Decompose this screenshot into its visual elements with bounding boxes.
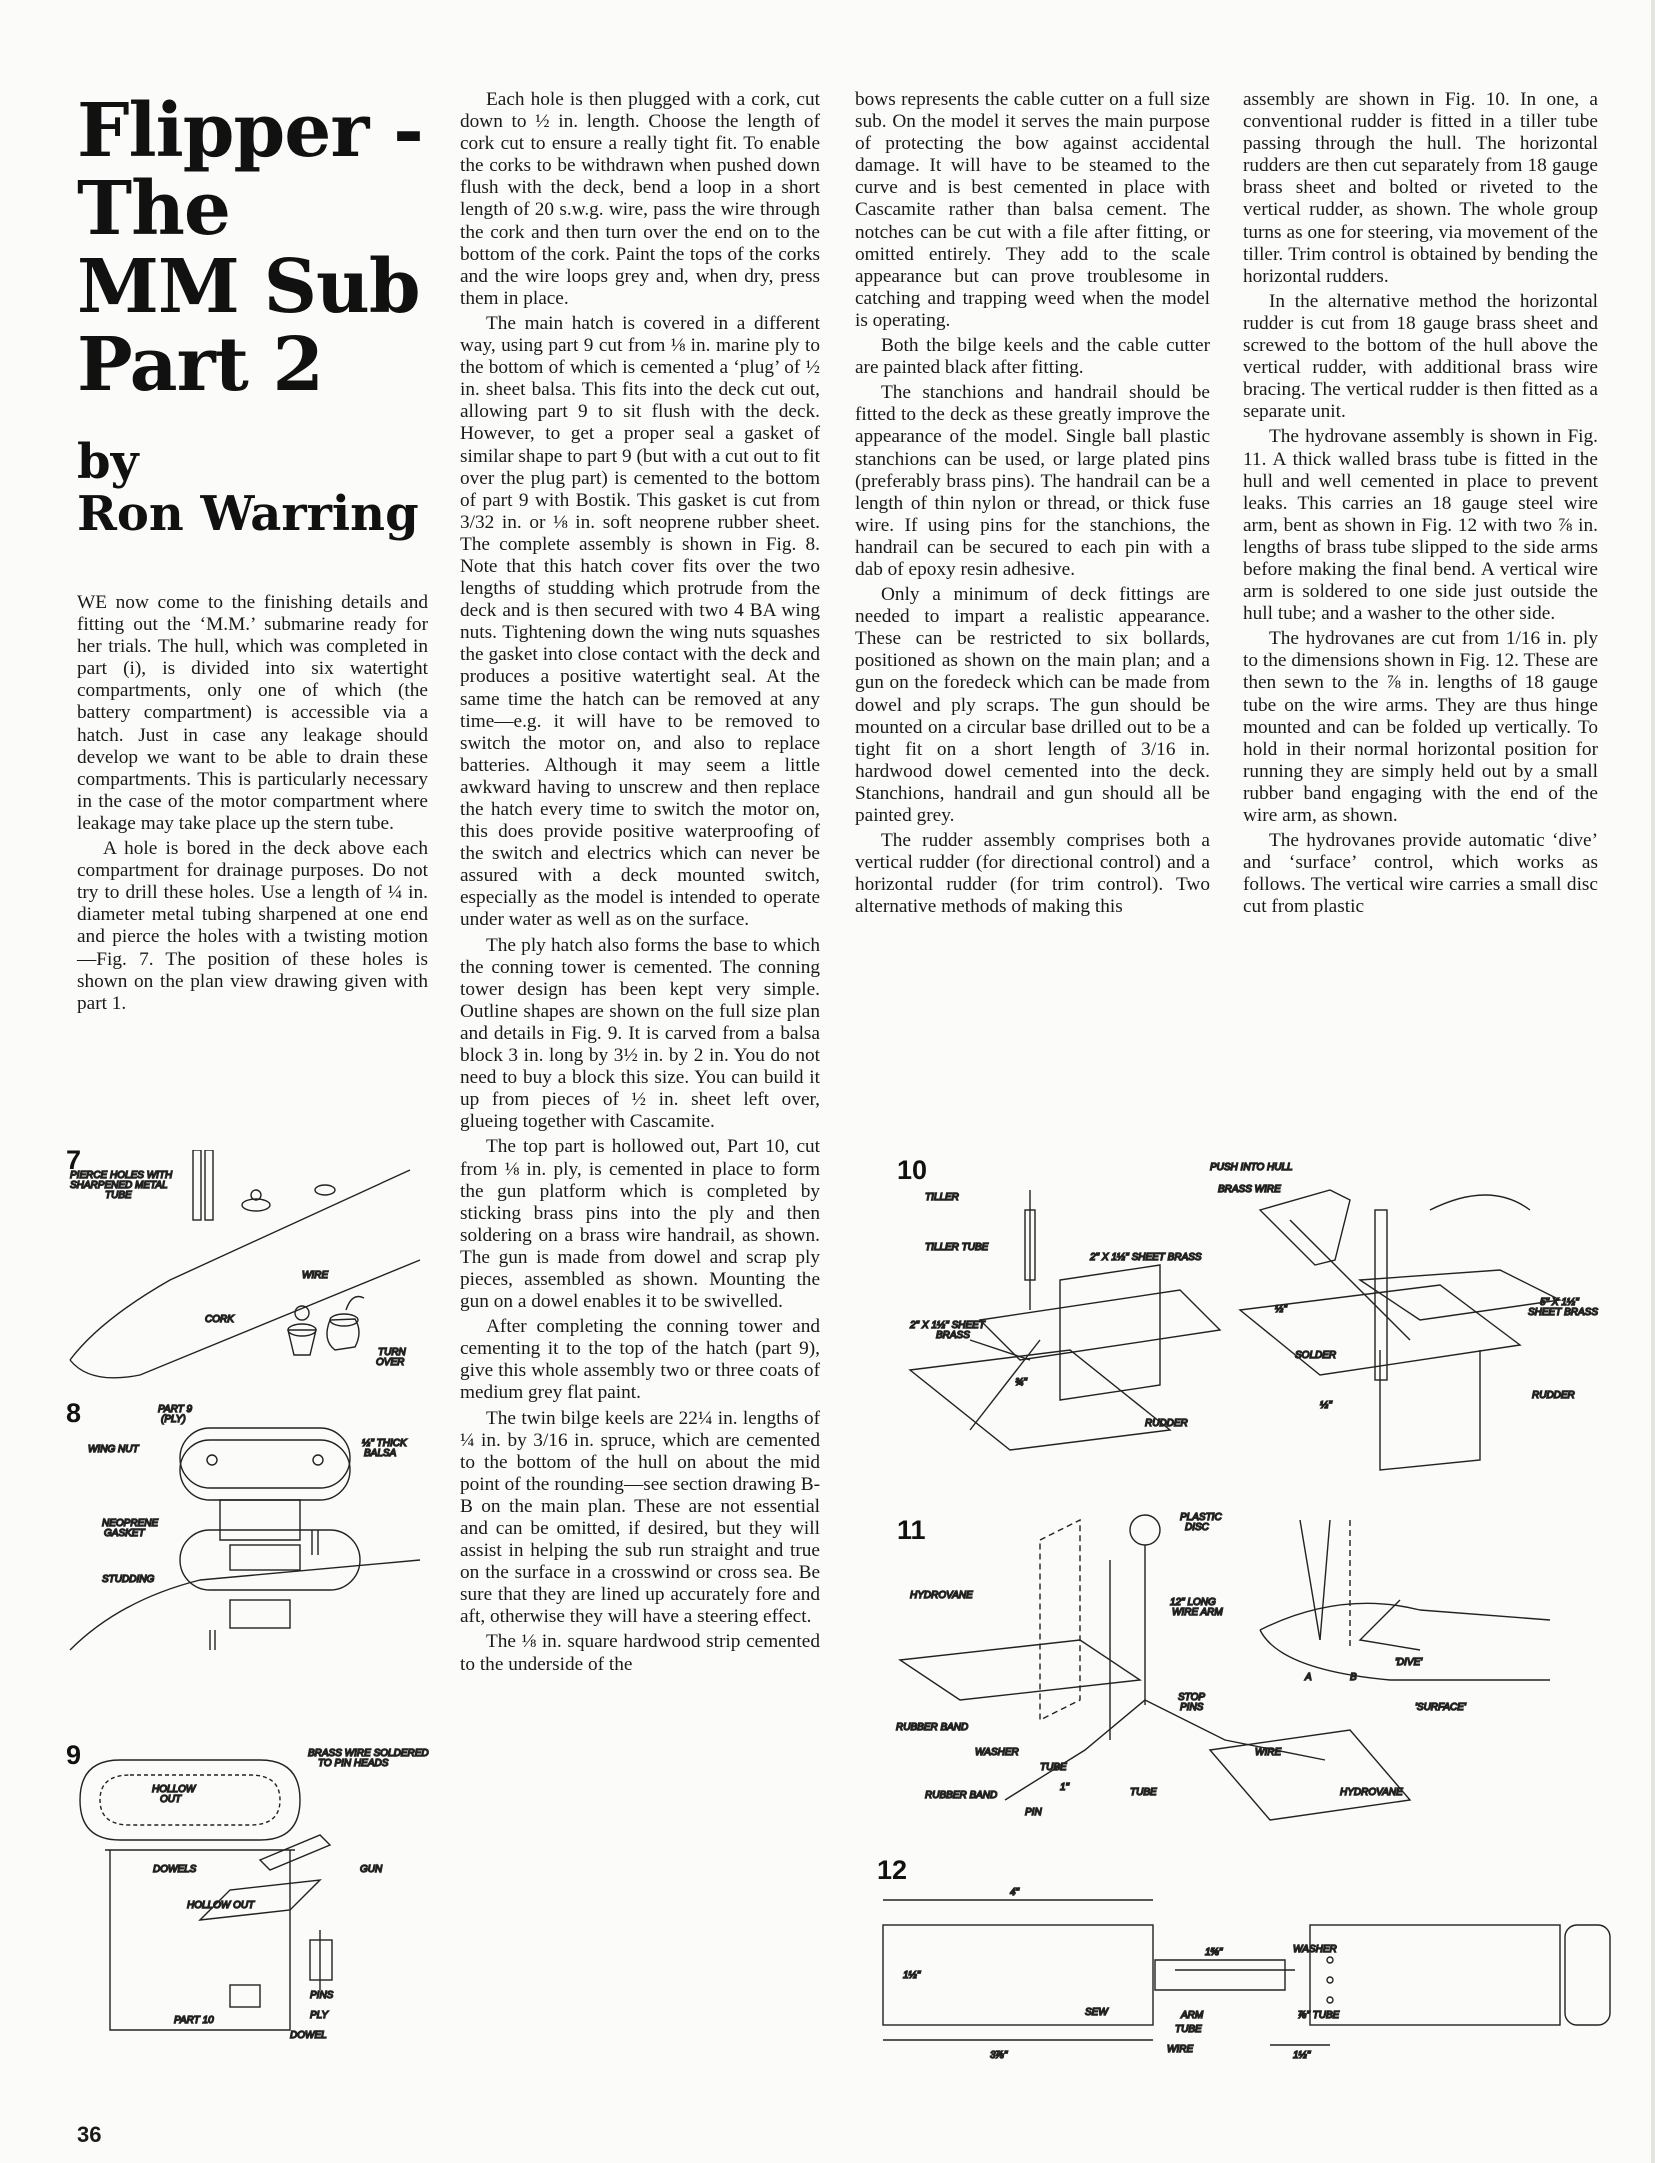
fig9-label: DOWELS xyxy=(153,1864,197,1875)
svg-text:WIRE ARM xyxy=(1172,1607,1223,1618)
svg-text:1" xyxy=(1060,1782,1070,1793)
fig9-label: TO PIN HEADS xyxy=(318,1758,389,1769)
svg-text:PART 10 xyxy=(174,2015,214,2026)
text-column-4 xyxy=(1243,89,1598,921)
svg-text:'SURFACE' xyxy=(1415,1702,1467,1713)
svg-text:RUDDER xyxy=(1532,1390,1575,1401)
paragraph: After completing the conning tower and cementing it to the top of the hatch (part 9), give this whole assembly two or three coats of medium grey flat paint. xyxy=(460,1316,820,1404)
fig10-label: PUSH INTO HULL xyxy=(1210,1162,1293,1173)
svg-text:TUBE xyxy=(1130,1787,1157,1798)
svg-text:PINS xyxy=(1180,1702,1204,1713)
figure-8-hatch-assembly xyxy=(60,1400,430,1670)
fig7-label: CORK xyxy=(205,1314,234,1325)
fig11-label: HYDROVANE xyxy=(1340,1787,1403,1798)
paragraph: In the alternative method the horizontal rudder is cut from 18 gauge brass sheet and screwed to the bottom of the hull above the vertical rudder, with additional brass wire bracing. The vertical rudder is then fitted as a separate unit. xyxy=(1243,290,1598,423)
fig8-label: (PLY) xyxy=(161,1414,186,1425)
paragraph: Both the bilge keels and the cable cutter are painted black after fitting. xyxy=(855,335,1210,379)
fig8-number: 8 xyxy=(66,1398,82,1428)
svg-text:1⅝" xyxy=(1205,1947,1223,1958)
fig7-number: 7 xyxy=(66,1145,82,1175)
fig12-label: WIRE xyxy=(1167,2044,1194,2055)
fig12-label: 1⅝" xyxy=(1205,1947,1223,1958)
fig12-label: TUBE xyxy=(1175,2024,1202,2035)
svg-text:'DIVE' xyxy=(1395,1657,1423,1668)
svg-text:CORK xyxy=(205,1314,235,1325)
svg-text:WIRE xyxy=(302,1270,328,1281)
fig11-label: PIN xyxy=(1025,1807,1042,1818)
fig9-label: PINS xyxy=(310,1990,334,2001)
fig10-label: 2" X 1½" SHEET BRASS xyxy=(1090,1252,1202,1263)
svg-text:DOWELS xyxy=(153,1864,197,1875)
svg-text:GASKET xyxy=(104,1528,145,1539)
text-column-3 xyxy=(855,89,1210,921)
fig9-label: GUN xyxy=(360,1864,383,1875)
svg-text:SEW xyxy=(1085,2007,1109,2018)
svg-text:TUBE xyxy=(1175,2024,1202,2035)
fig10-label: RUDDER xyxy=(1145,1418,1188,1429)
fig10-label: TILLER xyxy=(925,1192,959,1203)
svg-text:HOLLOW OUT xyxy=(187,1900,255,1911)
svg-text:WIRE xyxy=(1167,2044,1193,2055)
svg-text:ARM xyxy=(1180,2010,1204,2021)
fig8-label: ½" THICK xyxy=(362,1438,407,1449)
paragraph: Each hole is then plugged with a cork, cut down to ½ in. length. Choose the length of cork cut to ensure a really tight fit. To enable the corks to be withdrawn when pushed down flush with the deck, bend a loop in a short length of 20 s.w.g. wire, pass the wire through the cork and then turn over the end on to the bottom of the cork. Paint the tops of the corks and the wire loops grey and, when dry, press them in place. xyxy=(460,89,820,309)
fig11-label: STOP xyxy=(1178,1692,1206,1703)
svg-text:1½" xyxy=(903,1970,921,1981)
paragraph: The main hatch is covered in a different way, using part 9 cut from ⅛ in. marine ply to the bottom of which is cemented a ‘plug’ of ½ in. sheet balsa. This fits into the deck cut out, allowing part 9 to sit flush with the deck. However, to get a proper seal a gasket of similar shape to part 9 (but with a cut out to fit over the plug part) is cemented to the bottom of part 9 with Bostik. This gasket is cut from 3/32 in. or ⅛ in. soft neoprene rubber sheet. The complete assembly is shown in Fig. 8. Note that this hatch cover fits over the two lengths of studding which protrude from the deck and is then secured with two 4 BA wing nuts. Tightening down the wing nuts squashes the gasket into close contact with the deck and produces a positive watertight seal. At the same time the hatch can be removed at any time—e.g. it will have to be removed to switch the motor on, and also to replace batteries. Although it may seem a little awkward having to unscrew and then replace the hatch every time to switch the motor on, this does provide positive waterproofing of the switch and electrics which can never be assured with a deck mounted switch, especially as the model is intended to operate under water as well as on the surface. xyxy=(460,312,820,931)
svg-text:HYDROVANE xyxy=(910,1590,973,1601)
fig10-label: ½" xyxy=(1275,1304,1287,1315)
fig11-label: 'DIVE' xyxy=(1395,1657,1423,1668)
fig8-label: GASKET xyxy=(104,1528,145,1539)
figure-10-rudder-assembly xyxy=(880,1150,1620,1480)
fig11-label: 1" xyxy=(1060,1782,1070,1793)
fig8-label: STUDDING xyxy=(102,1574,155,1585)
paragraph: The hydrovanes are cut from 1/16 in. ply to the dimensions shown in Fig. 12. These are then sewn to the ⅞ in. lengths of 18 gauge tube on the wire arms. They are thus hinge mounted and can be folded up vertically. To hold in their normal horizontal position for running they are simply held out by a small rubber band engaging with the end of the wire arm, as shown. xyxy=(1243,628,1598,826)
svg-text:TUBE xyxy=(1040,1762,1067,1773)
fig10-label: SOLDER xyxy=(1295,1350,1337,1361)
fig11-label: RUBBER BAND xyxy=(925,1790,998,1801)
svg-text:PUSH INTO HULL xyxy=(1210,1162,1293,1173)
fig7-label: WIRE xyxy=(302,1270,329,1281)
page-edge-shadow xyxy=(1651,0,1655,2163)
fig12-label: SEW xyxy=(1085,2007,1108,2018)
fig10-label: BRASS xyxy=(936,1330,970,1341)
fig12-label: 1½" xyxy=(903,1970,921,1981)
paragraph: Only a minimum of deck fittings are needed to impart a realistic appearance. These can be restricted to six bollards, positioned as shown on the main plan; and a gun on the foredeck which can be made from dowel and ply scraps. The gun should be mounted on a circular base drilled out to be a tight fit on a short length of 3/16 in. hardwood dowel cemented into the deck. Stanchions, handrail and gun should all be painted grey. xyxy=(855,584,1210,826)
svg-text:SOLDER xyxy=(1295,1350,1336,1361)
fig11-label: TUBE xyxy=(1130,1787,1157,1798)
paragraph: The rudder assembly comprises both a vertical rudder (for directional control) and a horizontal rudder (for trim control). Two alternative methods of making this xyxy=(855,830,1210,918)
svg-text:WASHER xyxy=(975,1747,1019,1758)
svg-text:3⅞" xyxy=(990,2050,1008,2061)
svg-text:TILLER TUBE xyxy=(925,1242,989,1253)
fig8-label: WING NUT xyxy=(88,1444,139,1455)
text-column-1 xyxy=(77,592,428,1018)
fig9-label: DOWEL xyxy=(290,2030,327,2041)
fig7-label: TURN xyxy=(378,1347,406,1358)
fig11-label: HYDROVANE xyxy=(910,1590,973,1601)
svg-text:½" xyxy=(1275,1304,1287,1315)
fig9-label: PLY xyxy=(310,2010,328,2021)
fig9-label: HOLLOW OUT xyxy=(187,1900,255,1911)
svg-text:¾" xyxy=(1015,1377,1027,1388)
svg-text:BRASS xyxy=(936,1330,970,1341)
fig11-label: 'SURFACE' xyxy=(1415,1702,1466,1713)
fig11-label: 12" LONG xyxy=(1170,1597,1216,1608)
fig11-label: A xyxy=(1305,1672,1312,1683)
paragraph: A hole is bored in the deck above each compartment for drainage purposes. Do not try to drill these holes. Use a length of ¼ in. diameter metal tubing sharpened at one end and pierce the holes with a twisting motion—Fig. 7. The position of these holes is shown on the plan view drawing given with part 1. xyxy=(77,838,428,1014)
svg-text:WIRE xyxy=(1255,1747,1281,1758)
title-line-3: MM Sub xyxy=(77,244,420,330)
svg-text:PIN xyxy=(1025,1807,1042,1818)
paragraph: bows represents the cable cutter on a full size sub. On the model it serves the main purpose of protecting the bow against accidental damage. It will have to be steamed to the curve and is best cemented in place with Cascamite rather than balsa cement. The notches can be cut with a file after fitting, or omitted entirely. They add to the scale appearance but can prove troublesome in catching and trapping weed when the model is operating. xyxy=(855,89,1210,331)
fig7-label: SHARPENED METAL xyxy=(70,1180,168,1191)
svg-text:RUBBER BAND xyxy=(896,1722,968,1733)
title-line-2: The xyxy=(77,166,230,252)
svg-text:OVER xyxy=(376,1357,404,1368)
fig10-label: ¾" xyxy=(1015,1377,1027,1388)
fig10-label: BRASS WIRE xyxy=(1218,1184,1281,1195)
svg-text:STUDDING xyxy=(102,1574,154,1585)
fig10-label: SHEET BRASS xyxy=(1528,1307,1599,1318)
svg-text:(PLY) xyxy=(161,1414,186,1425)
svg-text:SHEET BRASS xyxy=(1528,1307,1598,1318)
svg-text:OUT xyxy=(160,1794,182,1805)
fig10-number: 10 xyxy=(897,1155,928,1185)
fig12-label: ARM xyxy=(1181,2010,1204,2021)
fig12-label: WASHER xyxy=(1293,1944,1337,1955)
page-number: 36 xyxy=(77,2122,102,2147)
fig11-label: DISC xyxy=(1185,1522,1209,1533)
svg-text:HYDROVANE xyxy=(1340,1787,1403,1798)
fig8-label: BALSA xyxy=(364,1448,397,1459)
article-title xyxy=(77,88,437,408)
fig9-label: OUT xyxy=(160,1794,182,1805)
fig7-label: OVER xyxy=(376,1357,405,1368)
fig9-label: PART 10 xyxy=(174,2015,214,2026)
paragraph: The top part is hollowed out, Part 10, cut from ⅛ in. ply, is cemented in place to form the gun platform which is completed by sticking brass pins into the ply and then soldering on a brass wire handrail, as shown. The gun is made from dowel and scrap ply pieces, assembled as shown. Mounting the gun on a dowel enables it to be swivelled. xyxy=(460,1136,820,1313)
paragraph: assembly are shown in Fig. 10. In one, a conventional rudder is fitted in a tiller tube passing through the hull. The horizontal rudders are then cut separately from 18 gauge brass sheet and bolted or riveted to the vertical rudder, as shown. The whole group turns as one for steering, via movement of the tiller. Trim control is obtained by bending the horizontal rudders. xyxy=(1243,89,1598,287)
fig10-label: 2" X 1½" SHEET xyxy=(910,1320,985,1331)
fig11-label: RUBBER BAND xyxy=(896,1722,969,1733)
fig8-label: PART 9 xyxy=(158,1404,193,1415)
title-line-4: Part 2 xyxy=(77,322,324,408)
svg-text:PINS xyxy=(310,1990,334,2001)
fig8-label: NEOPRENE xyxy=(102,1518,159,1529)
figure-11-hydrovane-assembly xyxy=(880,1500,1620,1830)
svg-text:⅞" TUBE xyxy=(1298,2010,1340,2021)
svg-text:DOWEL xyxy=(290,2030,327,2041)
fig9-label: HOLLOW xyxy=(152,1784,196,1795)
svg-text:WING NUT xyxy=(88,1444,139,1455)
svg-text:WASHER xyxy=(1293,1944,1337,1955)
figure-7-drainage-holes xyxy=(60,1150,430,1390)
paragraph: WE now come to the finishing details and fitting out the ‘M.M.’ submarine ready for her trials. The hull, which was completed in part (i), is divided into six watertight compartments, only one of which (the battery compartment) is accessible via a hatch. Just in case any leakage should develop we want to be able to drain these compartments. This is particularly necessary in the case of the motor compartment where leakage may take place up the stern tube. xyxy=(77,592,428,834)
svg-text:RUBBER BAND xyxy=(925,1790,997,1801)
fig12-label: ⅞" TUBE xyxy=(1298,2010,1340,2021)
paragraph: The ply hatch also forms the base to which the conning tower is cemented. The conning tower design has been kept very simple. Outline shapes are shown on the full size plan and details in Fig. 9. It is carved from a balsa block 3 in. long by 3½ in. by 2 in. You do not need to buy a block this size. You can build it up from pieces of ½ in. sheet left over, glueing together with Cascamite. xyxy=(460,934,820,1133)
svg-text:BALSA xyxy=(364,1448,397,1459)
fig10-label: RUDDER xyxy=(1532,1390,1575,1401)
paragraph: The twin bilge keels are 22¼ in. lengths of ¼ in. by 3/16 in. spruce, which are cemented to the bottom of the hull on about the mid point of the rounding—see section drawing B-B on the main plan. These are not essential and can be omitted, if desired, but they will assist in helping the sub run straight and true on the surface in a crosswind or cross sea. Be sure that they are lined up accurately fore and aft, otherwise they will have a steering effect. xyxy=(460,1407,820,1628)
article-byline xyxy=(77,436,437,540)
svg-text:TILLER xyxy=(925,1192,959,1203)
svg-text:TUBE xyxy=(105,1190,132,1201)
svg-text:PLY xyxy=(310,2010,329,2021)
fig11-label: WIRE xyxy=(1255,1747,1282,1758)
fig11-label: PINS xyxy=(1180,1702,1204,1713)
fig7-label: PIERCE HOLES WITH xyxy=(70,1170,173,1181)
fig10-label: TILLER TUBE xyxy=(925,1242,989,1253)
byline-by: by xyxy=(77,434,139,490)
paragraph: The hydrovanes provide automatic ‘dive’ and ‘surface’ control, which works as follows. The vertical wire carries a small disc cut from plastic xyxy=(1243,830,1598,918)
svg-text:4" xyxy=(1010,1887,1020,1898)
svg-text:B xyxy=(1350,1672,1357,1683)
svg-text:2" X 1½" SHEET BRASS xyxy=(1089,1252,1202,1263)
title-line-1: Flipper - xyxy=(77,88,423,174)
fig12-number: 12 xyxy=(877,1855,908,1885)
fig11-number: 11 xyxy=(897,1515,926,1545)
svg-text:RUDDER xyxy=(1145,1418,1188,1429)
fig7-label: TUBE xyxy=(105,1190,132,1201)
paragraph: The hydrovane assembly is shown in Fig. 11. A thick walled brass tube is fitted in the hull and well cemented in place to prevent leaks. This carries an 18 gauge steel wire arm, bent as shown in Fig. 12 with two ⅞ in. lengths of brass tube slipped to the side arms before making the final bend. A vertical wire arm is soldered to one side just outside the hull tube; and a washer to the other side. xyxy=(1243,426,1598,625)
svg-text:½" xyxy=(1320,1400,1332,1411)
byline-author: Ron Warring xyxy=(77,486,419,542)
fig11-label: TUBE xyxy=(1040,1762,1067,1773)
fig11-label: PLASTIC xyxy=(1180,1512,1222,1523)
fig12-label: 1½" xyxy=(1293,2050,1311,2061)
paragraph: The stanchions and handrail should be fitted to the deck as these greatly improve the appearance of the model. Single ball plastic stanchions can be used, or large plated pins (preferably brass pins). The handrail can be a length of thin nylon or thread, or thick fuse wire. If using pins for the stanchions, the handrail can be secured to each pin with a dab of epoxy resin adhesive. xyxy=(855,382,1210,580)
fig12-label: 3⅞" xyxy=(990,2050,1008,2061)
figure-9-conning-tower xyxy=(60,1740,430,2050)
fig9-label: BRASS WIRE SOLDERED xyxy=(308,1748,429,1759)
fig9-number: 9 xyxy=(66,1740,82,1770)
fig11-label: WIRE ARM xyxy=(1172,1607,1223,1618)
paragraph: The ⅛ in. square hardwood strip cemented to the underside of the xyxy=(460,1631,820,1675)
figure-12-hydrovane-dimensions xyxy=(875,1870,1620,2070)
svg-text:BRASS WIRE xyxy=(1218,1184,1281,1195)
text-column-2 xyxy=(460,89,820,1679)
fig11-label: WASHER xyxy=(975,1747,1019,1758)
fig11-label: B xyxy=(1350,1672,1357,1683)
fig10-label: ½" xyxy=(1320,1400,1332,1411)
svg-text:DISC xyxy=(1185,1522,1210,1533)
svg-text:A xyxy=(1304,1672,1312,1683)
svg-text:1½" xyxy=(1293,2050,1311,2061)
svg-text:TO PIN HEADS xyxy=(318,1758,389,1769)
fig12-label: 4" xyxy=(1010,1887,1020,1898)
fig10-label: 5" X 1½" xyxy=(1540,1297,1579,1308)
svg-text:GUN xyxy=(360,1864,383,1875)
